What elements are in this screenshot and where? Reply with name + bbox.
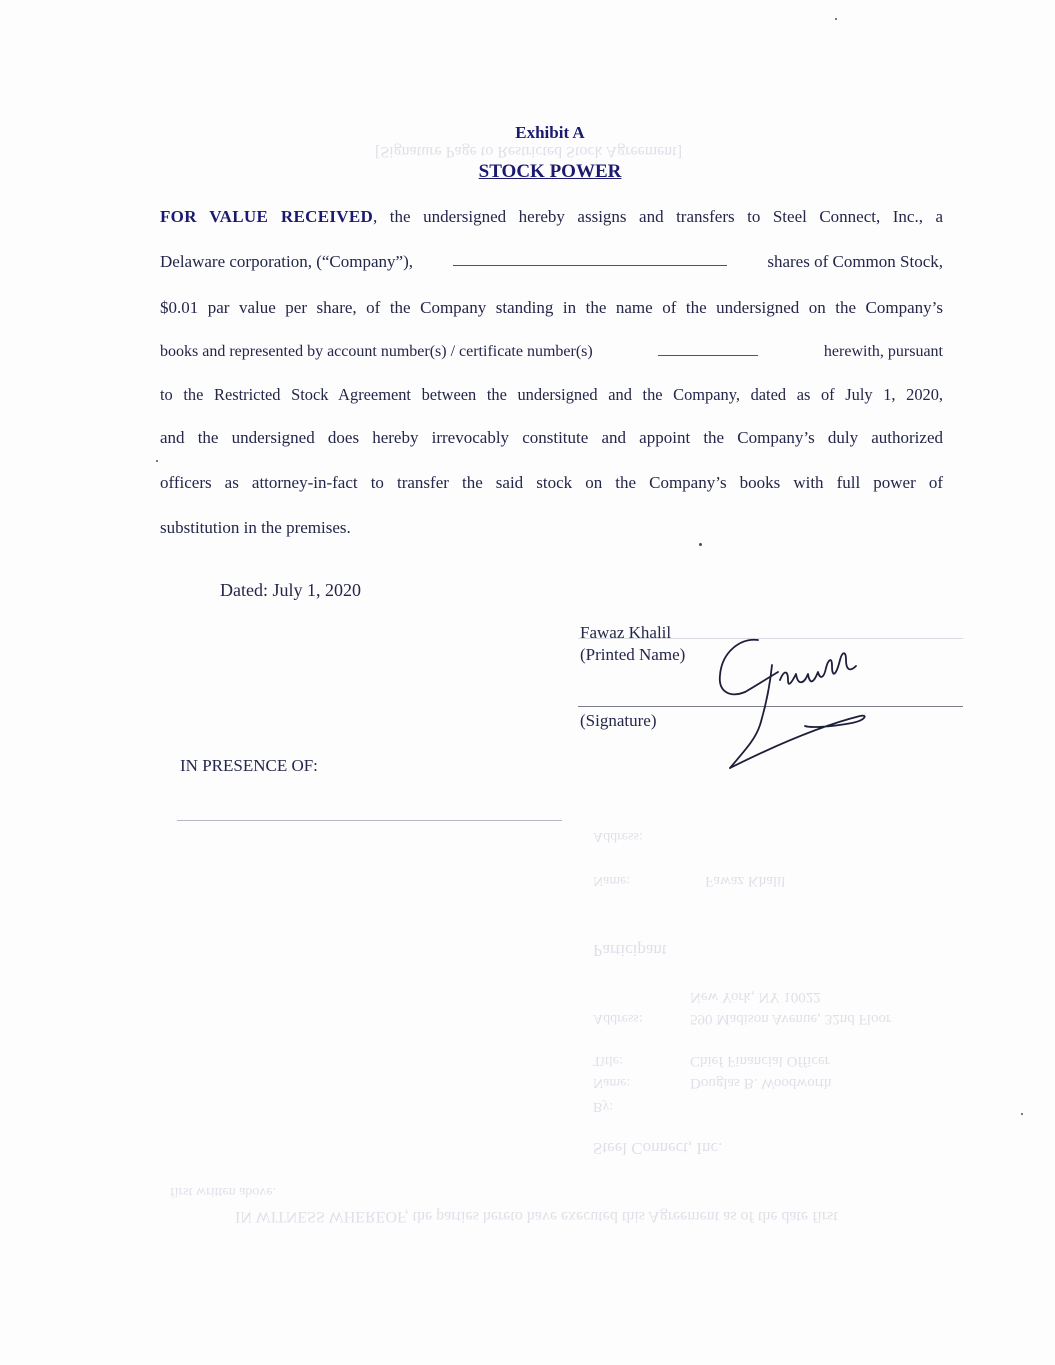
show-through-witness: IN WITNESS WHEREOF, the parties hereto have executed this Agreement as of the date first: [235, 1208, 838, 1225]
witness-signature-rule[interactable]: [177, 820, 562, 821]
scan-speck: [156, 460, 158, 462]
body-line-2-start: Delaware corporation, (“Company”),: [160, 252, 413, 271]
scan-speck: [1021, 1113, 1023, 1115]
body-line-8: substitution in the premises.: [160, 518, 351, 537]
lead-text: FOR VALUE RECEIVED: [160, 207, 374, 226]
printed-name: Fawaz Khalil: [580, 623, 672, 642]
show-through-participant: Participant: [593, 941, 667, 960]
exhibit-label: Exhibit A: [515, 123, 585, 142]
show-through-address-label: Address:: [593, 1011, 643, 1026]
body-line-7: officers as attorney-in-fact to transfer the said stock on the Company’s books with full power of: [160, 473, 943, 492]
shares-blank[interactable]: [453, 251, 727, 266]
show-through-address-value: 590 Madison Avenue, 32nd Floor: [690, 1011, 891, 1027]
scan-speck: [699, 543, 702, 546]
show-through-company: Steel Connect, Inc.: [593, 1139, 723, 1158]
show-through-title-value: Chief Financial Officer: [690, 1053, 830, 1069]
body-line-1-rest: , the undersigned hereby assigns and transfers to Steel Connect, Inc., a: [373, 207, 943, 226]
show-through-by: By:: [593, 1099, 614, 1114]
body-line-4-end: herewith, pursuant: [823, 343, 943, 360]
body-line-4: [160, 341, 943, 363]
scan-speck: [835, 18, 837, 20]
body-line-3: $0.01 par value per share, of the Company standing in the name of the undersigned on the Company’s: [160, 298, 943, 317]
printed-name-label: (Printed Name): [580, 645, 686, 664]
show-through-p-name-value: Fawaz Khalil: [705, 873, 786, 889]
show-through-p-name-label: Name:: [593, 873, 631, 888]
signature-label: (Signature): [580, 711, 657, 730]
show-through-p-address-label: Address:: [593, 829, 643, 844]
body-line-6: and the undersigned does hereby irrevocably constitute and appoint the Company’s duly authorized: [160, 428, 943, 447]
show-through-address-city: New York, NY 10022: [690, 989, 821, 1005]
body-line-2: [160, 251, 943, 273]
presence-label: IN PRESENCE OF:: [180, 756, 318, 775]
show-through-header: [Signature Page to Restricted Stock Agreement]: [375, 143, 683, 160]
page-title: STOCK POWER: [478, 161, 622, 182]
dated-line: Dated: July 1, 2020: [220, 580, 361, 600]
show-through-title-label: Title:: [593, 1053, 623, 1068]
handwritten-signature: [700, 630, 880, 775]
body-line-1: [160, 206, 943, 228]
show-through-name-value: Douglas B. Woodworth: [690, 1075, 832, 1091]
body-line-5: to the Restricted Stock Agreement between the undersigned and the Company, dated as of July 1, 2020,: [160, 385, 943, 404]
body-line-2-end: shares of Common Stock,: [767, 252, 943, 271]
body-line-4-start: books and represented by account number(s) / certificate number(s): [160, 343, 593, 360]
certificate-number-blank[interactable]: [658, 341, 758, 356]
show-through-name-label: Name:: [593, 1075, 631, 1090]
show-through-written: first written above.: [170, 1184, 277, 1199]
